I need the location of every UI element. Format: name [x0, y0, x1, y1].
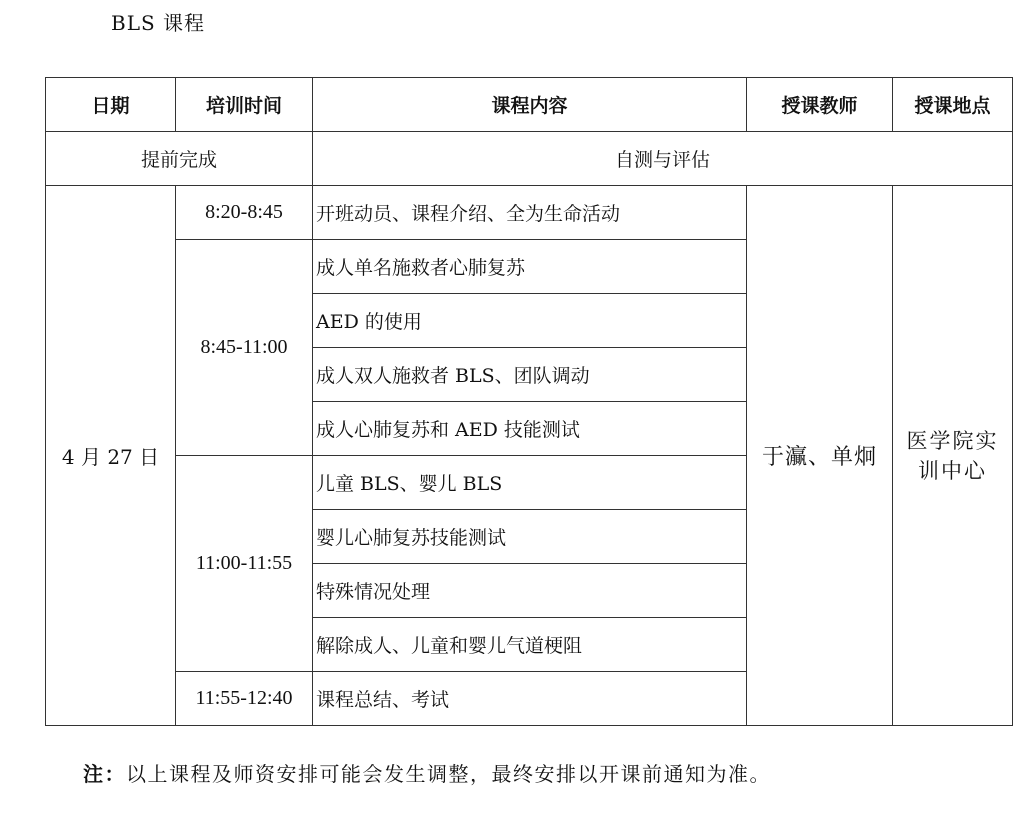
time-cell: 8:20-8:45 — [176, 186, 313, 240]
table-row — [46, 186, 1013, 240]
date-cell: 4 月 27 日 — [46, 186, 176, 726]
time-cell: 11:55-12:40 — [176, 672, 313, 726]
content-cell: 成人单名施救者心肺复苏 — [313, 240, 747, 294]
time-cell: 8:45-11:00 — [176, 240, 313, 456]
time-cell: 11:00-11:55 — [176, 456, 313, 672]
content-cell: 儿童 BLS、婴儿 BLS — [313, 456, 747, 510]
content-cell: 婴儿心肺复苏技能测试 — [313, 510, 747, 564]
document-title: BLS 课程 — [111, 11, 206, 35]
content-cell: 成人心肺复苏和 AED 技能测试 — [313, 402, 747, 456]
header-teacher: 授课教师 — [747, 78, 893, 132]
content-cell: 开班动员、课程介绍、全为生命活动 — [313, 186, 747, 240]
content-cell: 解除成人、儿童和婴儿气道梗阻 — [313, 618, 747, 672]
content-cell: 课程总结、考试 — [313, 672, 747, 726]
location-cell: 医学院实训中心 — [893, 186, 1013, 726]
header-date: 日期 — [46, 78, 176, 132]
header-course-content: 课程内容 — [313, 78, 747, 132]
content-cell: 成人双人施救者 BLS、团队调动 — [313, 348, 747, 402]
header-training-time: 培训时间 — [176, 78, 313, 132]
content-cell: AED 的使用 — [313, 294, 747, 348]
header-location: 授课地点 — [893, 78, 1013, 132]
course-schedule-table — [45, 77, 1013, 726]
prep-row — [46, 132, 1013, 186]
prep-label: 提前完成 — [46, 132, 313, 186]
teacher-cell: 于灜、单炯 — [747, 186, 893, 726]
footnote-text: 以上课程及师资安排可能会发生调整，最终安排以开课前通知为准。 — [126, 762, 771, 786]
footnote — [83, 758, 771, 787]
footnote-label: 注： — [83, 762, 126, 786]
table-header-row — [46, 78, 1013, 132]
content-cell: 特殊情况处理 — [313, 564, 747, 618]
prep-content: 自测与评估 — [313, 132, 1013, 186]
